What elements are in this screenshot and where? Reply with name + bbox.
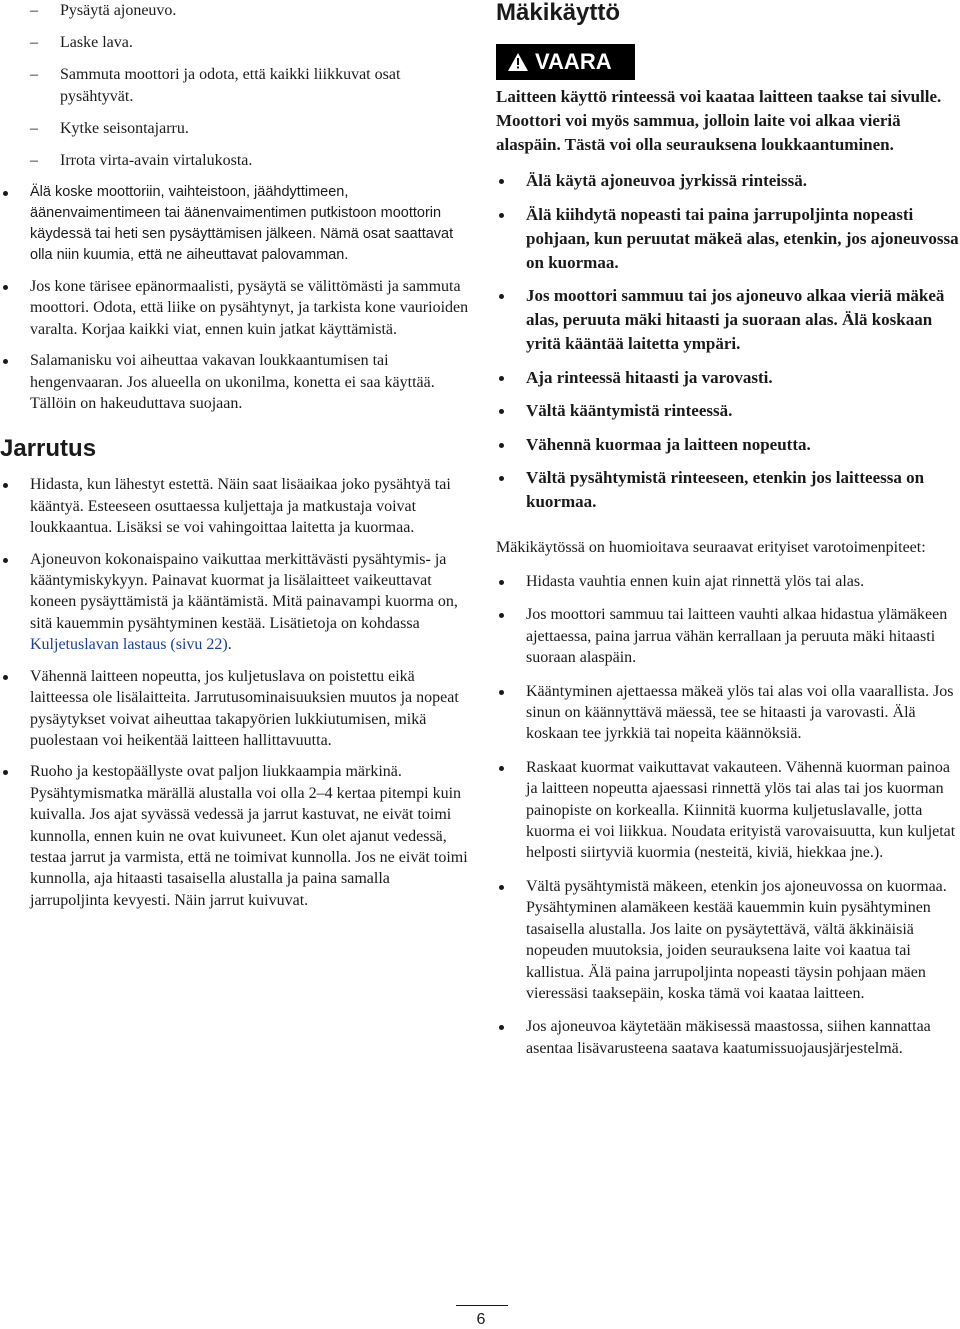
- left-column: [0, 0, 470, 921]
- danger-banner: [496, 44, 635, 80]
- list-item-text: Ajoneuvon kokonaispaino vaikuttaa merkittävästi pysähtymis- ja kääntymiskykyyn. Painavat kuormat ja lisälaitteet vaikeuttavat koneen pysäyttämistä ja kääntämistä. Mitä painavampi kuorma on, sitä kauemmin pysähtyminen kestää. Lisätietoja on kohdassa: [30, 550, 458, 632]
- list-item: Vältä pysähtymistä mäkeen, etenkin jos ajoneuvossa on kuormaa. Pysähtyminen alamäkeen kestää kauemmin kuin pysähtyminen tasaisella alustalla. Jos laite on pysäytettävä, vältä äkkinäisiä nopeuden muutoksia, joiden seurauksena laite voi kaatua tai kallistua. Älä paina jarrupoljinta nopeasti täysin pohjaan mäen vieressäsi taaksepäin, koska tämä voi kaataa laitteen.: [496, 876, 960, 1004]
- list-item: Salamanisku voi aiheuttaa vakavan loukkaantumisen tai hengenvaaran. Jos alueella on ukonilma, konetta ei saa käyttää. Tällöin on hakeuduttava suojaan.: [0, 350, 470, 414]
- braking-bullet-list: [0, 474, 470, 911]
- link-suffix: .: [227, 636, 232, 654]
- dash-item: – Pysäytä ajoneuvo.: [0, 0, 470, 22]
- list-item: Kääntyminen ajettaessa mäkeä ylös tai alas voi olla vaarallista. Jos sinun on käännyttävä mäessä, tee se hitaasti ja varovasti. Älä koskaan tee jyrkkiä tai nopeita käännöksiä.: [496, 681, 960, 745]
- list-item: Jos ajoneuvoa käytetään mäkisessä maastossa, siihen kannattaa asentaa lisävarusteena saatava kaatumissuojausjärjestelmä.: [496, 1016, 960, 1059]
- right-column: [496, 0, 960, 1071]
- danger-label: VAARA: [535, 49, 612, 74]
- section-heading-makikaytto: Mäkikäyttö: [496, 0, 621, 26]
- page-number: 6: [476, 1311, 486, 1328]
- warning-triangle-icon: [508, 53, 528, 71]
- dash-item: – Irrota virta-avain virtalukosta.: [0, 150, 470, 172]
- list-item: Jos moottori sammuu tai laitteen vauhti alkaa hidastua ylämäkeen ajettaessa, paina jarrua vähän kerrallaan ja peruuta mäki hitaasti suoraan alaspäin.: [496, 604, 960, 668]
- safety-bullet-list: [0, 182, 470, 266]
- list-item: [0, 549, 470, 656]
- list-item: Jos kone tärisee epänormaalisti, pysäytä se välittömästi ja sammuta moottori. Odota, että liike on pysähtynyt, ja tarkista kone vaurioiden varalta. Korjaa kaikki viat, ennen kuin jatkat käyttämistä.: [0, 276, 470, 340]
- footer-rule: [456, 1305, 508, 1306]
- list-item: Hidasta vauhtia ennen kuin ajat rinnettä ylös tai alas.: [496, 571, 960, 592]
- list-item: Vältä pysähtymistä rinteeseen, etenkin jos laitteessa on kuormaa.: [496, 466, 960, 514]
- list-item: Vältä kääntymistä rinteessä.: [496, 399, 960, 423]
- dash-item: – Laske lava.: [0, 32, 470, 54]
- dash-item: – Sammuta moottori ja odota, että kaikki liikkuvat osat pysähtyvät.: [0, 64, 470, 108]
- list-item: Älä koske moottoriin, vaihteistoon, jäähdyttimeen, äänenvaimentimeen tai äänenvaimentimen putkistoon moottorin käydessä tai heti sen pysäyttämisen jälkeen. Nämä osat saattavat olla niin kuumia, että ne aiheuttavat palovamman.: [0, 182, 470, 266]
- list-item: Raskaat kuormat vaikuttavat vakauteen. Vähennä kuorman painoa ja laitteen nopeutta ajaessasi rinnettä ylös tai alas tai jos kuorman painopiste on korkealla. Kiinnitä kuorma kuljetuslavalle, jotta kuorma ei voi liikkua. Noudata erityistä varovaisuutta, kun kuljetat helposti siirtyviä kuormia (nesteitä, kiviä, hiekkaa jne.).: [496, 757, 960, 864]
- list-item: Ruoho ja kestopäällyste ovat paljon liukkaampia märkinä. Pysähtymismatka märällä alustalla voi olla 2–4 kertaa pitempi kuin kuivalla. Jos ajat syvässä vedessä ja jarrut kastuvat, ne eivät toimi kunnolla, ennen kuin ne ovat kuivuneet. Kun olet ajanut vedessä, testaa jarrut ja varmista, että ne toimivat kunnolla. Jos ne eivät toimi kunnolla, aja hitaasti tasaisella alustalla ja paina samalla jarrupoljinta kevyesti. Näin jarrut kuivuvat.: [0, 761, 470, 911]
- list-item: Vähennä laitteen nopeutta, jos kuljetuslava on poistettu eikä laitteessa ole lisälaitteita. Jarrutusominaisuuksien muutos ja nopeat pysäytykset voivat aiheuttaa takapyörien lukkiutumisen, mikä puolestaan voi heikentää laitteen hallittavuutta.: [0, 666, 470, 752]
- safety-bullet-list-2: [0, 276, 470, 414]
- list-item: Vähennä kuormaa ja laitteen nopeutta.: [496, 433, 960, 457]
- section-heading-jarrutus: Jarrutus: [0, 435, 97, 463]
- slope-bullet-list: [496, 571, 960, 1059]
- dash-item: – Kytke seisontajarru.: [0, 118, 470, 140]
- intro-paragraph: Mäkikäytössä on huomioitava seuraavat erityiset varotoimenpiteet:: [496, 539, 926, 556]
- shutdown-steps-list: [0, 0, 470, 172]
- list-item: Älä käytä ajoneuvoa jyrkissä rinteissä.: [496, 169, 960, 193]
- cross-reference-link[interactable]: Kuljetuslavan lastaus (sivu 22): [30, 636, 228, 654]
- list-item: Hidasta, kun lähestyt estettä. Näin saat lisäaikaa joko pysähtyä tai kääntyä. Esteeseen osuttaessa kuljettaja ja matkustaja voivat loukkaantua. Lisäksi se voi vahingoittaa laitetta ja kuormaa.: [0, 474, 470, 538]
- warning-text: Laitteen käyttö rinteessä voi kaataa laitteen taakse tai sivulle. Moottori voi myös sammua, jolloin laite voi alkaa vieriä alaspäin. Tästä voi olla seurauksena loukkaantuminen.: [496, 87, 942, 154]
- list-item: Jos moottori sammuu tai jos ajoneuvo alkaa vieriä mäkeä alas, peruuta mäki hitaasti ja suoraan alas. Älä koskaan yritä kääntää laitetta ympäri.: [496, 284, 960, 356]
- warning-bullet-list: [496, 169, 960, 514]
- list-item: Älä kiihdytä nopeasti tai paina jarrupoljinta nopeasti pohjaan, kun peruutat mäkeä alas, etenkin, jos ajoneuvossa on kuormaa.: [496, 203, 960, 275]
- list-item: Aja rinteessä hitaasti ja varovasti.: [496, 366, 960, 390]
